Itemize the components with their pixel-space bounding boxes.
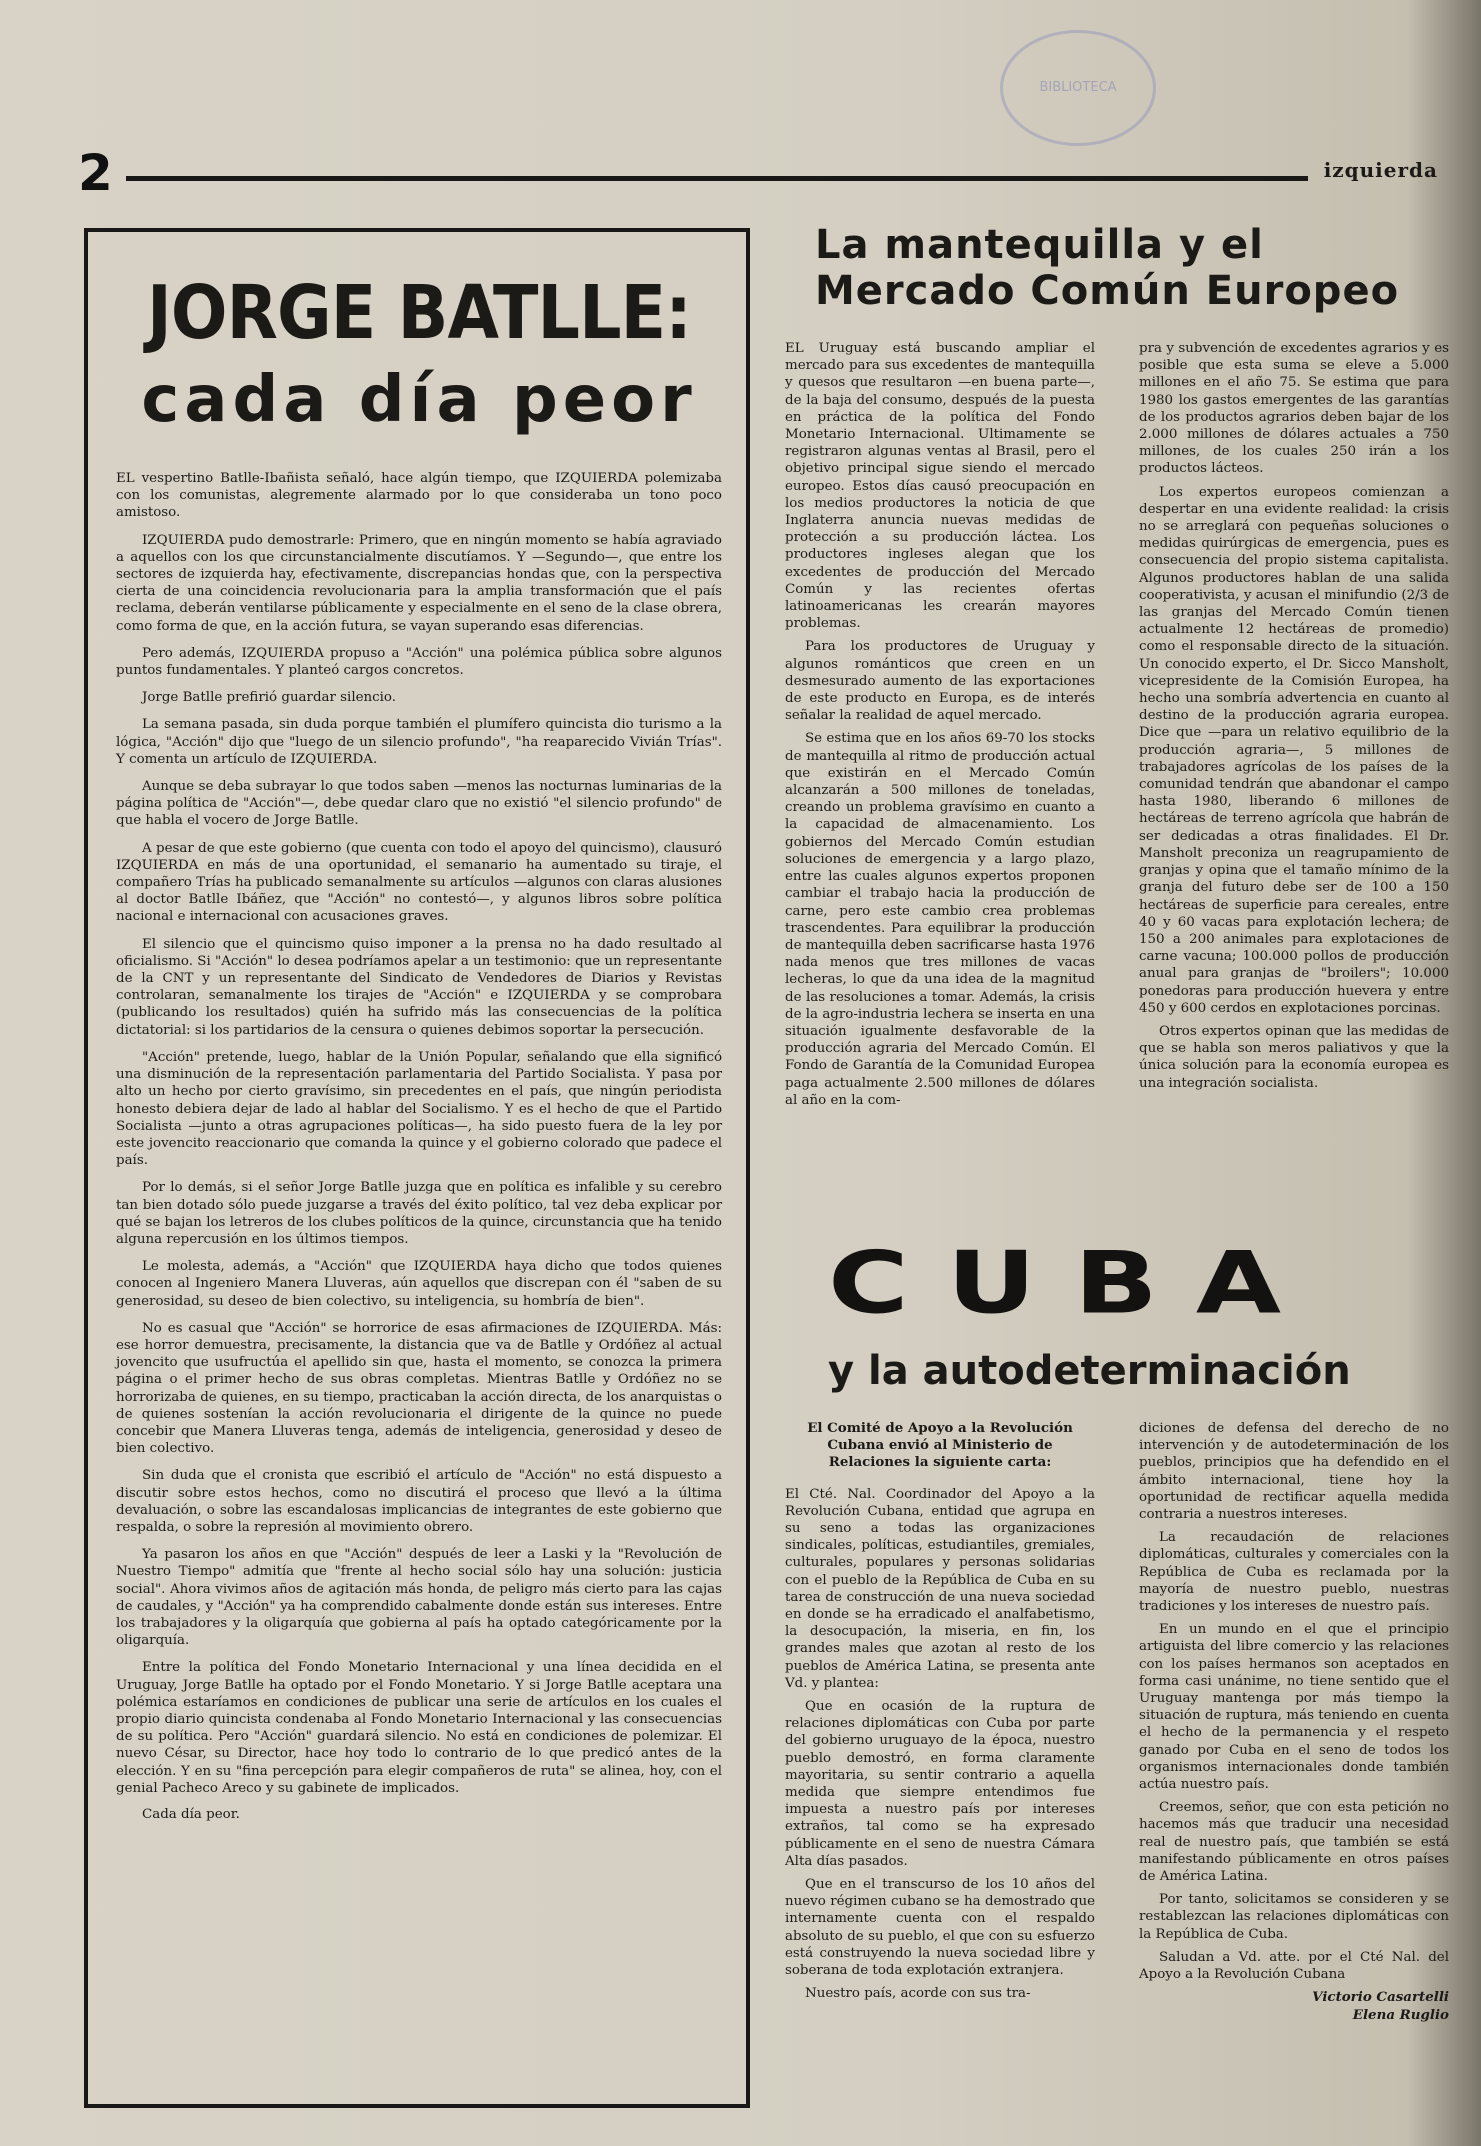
page-number: 2 [78,144,113,202]
batlle-article-box [84,228,750,2108]
batlle-headline: JORGE BATLLE: [147,270,691,356]
batlle-paragraph: No es casual que "Acción" se horrorice de esas afirmaciones de IZQUIERDA. Más: ese horror demuestra, precisamente, la distancia que va de Batlle y Ordóñez al actual jovencito que usufructúa el apellido sin que, hasta el momento, se conozca la primera página o el primer hecho de sus obras completas. Mientras Batlle y Ordóñez no se horrorizaba de quienes, en su tiempo, practicaban la acción directa, de los anarquistas o de quienes sostenían la acción revolucionaria el dirigente de la quince no puede concebir que Manera Lluveras tenga, además de inteligencia, generosidad y deseo de bien colectivo. [116,1320,722,1457]
batlle-paragraph: Entre la política del Fondo Monetario Internacional y una línea decidida en el Uruguay, Jorge Batlle ha optado por el Fondo Monetario. Y si Jorge Batlle aceptara una polémica estaríamos en condiciones de publicar una serie de artículos en los cuales el propio diario quincista condenaba al Fondo Monetario Internacional y las consecuencias de su política. Pero "Acción" guardará silencio. No está en condiciones de polemizar. El nuevo César, su Director, hace hoy todo lo contrario de lo que predicó antes de la elección. Y en su "fina percepción para elegir compañeros de ruta" se alinea, hoy, con el genial Pacheco Areco y su gabinete de implicados. [116,1660,722,1796]
mantequilla-paragraph: pra y subvención de excedentes agrarios y es posible que esta suma se eleve a 5.000 millones en el año 75. Se estima que para 1980 los gastos emergentes de las garantías de los productos agrarios deben bajar de los 2.000 millones de dólares actuales a 750 millones, de los cuales 250 irán a los productos lácteos. [1139,341,1449,477]
signature-name: Elena Ruglio [1352,2006,1449,2023]
mantequilla-headline-line2: Mercado Común Europeo [815,268,1400,314]
mantequilla-paragraph: Otros expertos opinan que las medidas de que se habla son meros paliativos y que la única solución para la economía europea es una integración socialista. [1139,1023,1449,1091]
batlle-paragraph: Por lo demás, si el señor Jorge Batlle juzga que en política es infalible y su cerebro tan bien dotado sólo puede juzgarse a través del éxito político, tal vez deba explicar por qué se bajan los letreros de los clubes políticos de la quince, circunstancia que ha tenido alguna repercusión en los últimos tiempos. [116,1180,722,1247]
mantequilla-column-left [785,340,1095,1115]
batlle-paragraph: EL vespertino Batlle-Ibañista señaló, hace algún tiempo, que IZQUIERDA polemizaba con los comunistas, alegremente alarmado por lo que consideraba un tono poco amistoso. [116,471,722,521]
publication-name: izquierda [1323,158,1438,182]
mantequilla-paragraph: Se estima que en los años 69-70 los stocks de mantequilla al ritmo de producción actual que existirán en el Mercado Común alcanzarán a 500 millones de toneladas, creando un problema gravísimo en cuanto a la capacidad de almacenamiento. Los gobiernos del Mercado Común estudian soluciones de emergencia y a largo plazo, entre las cuales algunos expertos proponen cambiar el trabajo hacia la producción de carne, pero este cambio crea problemas trascendentes. Para equilibrar la producción de mantequilla deben sacrificarse hasta 1976 nada menos que tres millones de vacas lecheras, lo que da una idea de la magnitud de las resoluciones a tomar. Además, la crisis de la agro-industria lechera se inserta en una situación igualmente desfavorable de la producción agraria del Mercado Común. El Fondo de Garantía de la Comunidad Europea paga actualmente 2.500 millones de dólares al año en la com- [785,731,1095,1108]
batlle-body [116,470,722,1797]
cuba-headline: CUBA [828,1232,1320,1333]
batlle-paragraph: A pesar de que este gobierno (que cuenta con todo el apoyo del quincismo), clausuró IZQUIERDA en más de una oportunidad, el semanario ha aumentado su tiraje, el compañero Trías ha publicado semanalmente su artículos —algunos con claras alusiones al doctor Batlle Ibáñez, que "Acción" no contestó—, y algunos libros sobre política nacional e internacional con acusaciones graves. [116,840,722,925]
cuba-signatures [1139,1989,1449,2023]
batlle-paragraph: El silencio que el quincismo quiso imponer a la prensa no ha dado resultado al oficialismo. Si "Acción" lo desea podríamos apelar a un testimonio: que un representante de la CNT y un representante del Sindicato de Vendedores de Diarios y Revistas controlaran, semanalmente los tirajes de "Acción" e IZQUIERDA y se comprobara (publicando los resultados) quién ha sufrido más las consecuencias de la política dictatorial: si los partidarios de la censura o quienes debimos soportar la persecución. [116,936,722,1038]
batlle-paragraph: "Acción" pretende, luego, hablar de la Unión Popular, señalando que ella significó una disminución de la representación parlamentaria del Partido Socialista. Y pasa por alto un hecho por cierto gravísimo, sin precedentes en el país, que ningún periodista honesto debiera dejar de lado al hablar del Socialismo. Y es el hecho de que el Partido Socialista —junto a otras agrupaciones políticas—, ha sido puesto fuera de la ley por este jovencito reaccionario que comanda la quince y el gobierno colorado que padece el país. [116,1049,722,1169]
cuba-paragraph: Saludan a Vd. atte. por el Cté Nal. del Apoyo a la Revolución Cubana [1139,1949,1449,1983]
cuba-subheadline: y la autodeterminación [828,1348,1351,1394]
batlle-paragraph: La semana pasada, sin duda porque también el plumífero quincista dio turismo a la lógica, "Acción" dijo que "luego de un silencio profundo", "ha reaparecido Vivián Trías". Y comenta un artículo de IZQUIERDA. [116,717,722,767]
cuba-column-right [1139,1420,1449,2024]
batlle-subheadline: cada día peor [141,363,697,437]
cuba-paragraph: Que en el transcurso de los 10 años del nuevo régimen cubano se ha demostrado que internamente cuenta con el respaldo absoluto de su pueblo, el que con su esfuerzo está construyendo la nueva sociedad libre y soberana de toda explotación extranjera. [785,1877,1095,1979]
batlle-paragraph: Jorge Batlle prefirió guardar silencio. [142,690,397,706]
mantequilla-headline-line1: La mantequilla y el [815,222,1264,268]
library-stamp: BIBLIOTECA [1000,30,1156,146]
batlle-paragraph: Pero además, IZQUIERDA propuso a "Acción" una polémica pública sobre algunos puntos fundamentales. Y planteó cargos concretos. [116,645,722,679]
mantequilla-article [785,222,1449,1108]
batlle-paragraph: Ya pasaron los años en que "Acción" después de leer a Laski y la "Revolución de Nuestro Tiempo" admitía que "frente al hecho social sólo hay una solución: justicia social". Ahora vivimos años de agitación más honda, de peligro más cierto para las cajas de caudales, y "Acción" ya ha comprendido cabalmente donde están sus intereses. Entre los trabajadores y la oligarquía que gobierna al país ha optado categóricamente por la oligarquía. [116,1547,722,1649]
cuba-paragraph: La recaudación de relaciones diplomáticas, culturales y comerciales con la República de Cuba es reclamada por la mayoría de nuestro pueblo, nuestras tradiciones y los intereses de nuestro país. [1139,1530,1449,1615]
page-header [78,144,1438,202]
batlle-paragraph: Le molesta, además, a "Acción" que IZQUIERDA haya dicho que todos quienes conocen al Ingeniero Manera Lluveras, aún aquellos que discrepan con él "saben de su generosidad, su deseo de bien colectivo, su inteligencia, su hombría de bien". [116,1259,722,1309]
cuba-intro: El Comité de Apoyo a la Revolución Cubana envió al Ministerio de Relaciones la siguiente carta: [807,1420,1073,1471]
signature-name: Victorio Casartelli [1312,1989,1449,2006]
batlle-closing: Cada día peor. [142,1807,240,1823]
cuba-paragraph: Creemos, señor, que con esta petición no hacemos más que traducir una necesidad real de nuestro país, que también se está manifestando públicamente en otros países de América Latina. [1139,1800,1449,1885]
mantequilla-paragraph: Para los productores de Uruguay y algunos románticos que creen en un desmesurado aumento de las exportaciones de este producto en Europa, es de interés señalar la realidad de aquel mercado. [785,639,1095,724]
cuba-paragraph: Nuestro país, acorde con sus tra- [805,1986,1031,2002]
mantequilla-paragraph: EL Uruguay está buscando ampliar el mercado para sus excedentes de mantequilla y quesos que resultaron —en buena parte—, de la baja del consumo, después de la puesta en práctica de la política del Fondo Monetario Internacional. Ultimamente se registraron algunas ventas al Brasil, pero el objetivo principal sigue siendo el mercado europeo. Estos días causó preocupación en los medios productores la noticia de que Inglaterra anuncia nuevas medidas de protección a su producción láctea. Los productores ingleses alegan que los excedentes de producción del Mercado Común y las recientes ofertas latinoamericanas les crearán mayores problemas. [785,341,1095,632]
batlle-paragraph: Aunque se deba subrayar lo que todos saben —menos las nocturnas luminarias de la página política de "Acción"—, debe quedar claro que no existió "el silencio profundo" de que habla el vocero de Jorge Batlle. [116,779,722,829]
cuba-paragraph: Por tanto, solicitamos se consideren y se restablezcan las relaciones diplomáticas con la República de Cuba. [1139,1892,1449,1942]
batlle-paragraph: IZQUIERDA pudo demostrarle: Primero, que en ningún momento se había agraviado a aquellos con los que circunstancialmente discutíamos. Y —Segundo—, que entre los sectores de izquierda hay, efectivamente, discrepancias hondas que, con la perspectiva cierta de una coincidencia revolucionaria para la amplia transformación que el país reclama, deberán ventilarse públicamente y especialmente en el seno de la clase obrera, como forma de que, en la acción futura, se vayan superando esas diferencias. [116,532,722,634]
cuba-article [820,1232,1440,1394]
mantequilla-column-right [1139,340,1449,1098]
batlle-paragraph: Sin duda que el cronista que escribió el artículo de "Acción" no está dispuesto a discutir sobre estos hechos, como no discutirá el proceso que llevó a la última devaluación, o sobre las escandalosas implicancias de integrantes de este gobierno que respalda, o sobre la represión al movimiento obrero. [116,1468,722,1535]
header-rule [126,176,1308,181]
cuba-paragraph: El Cté. Nal. Coordinador del Apoyo a la Revolución Cubana, entidad que agrupa en su seno a todas las organizaciones sindicales, políticas, estudiantiles, gremiales, culturales, populares y personas solidarias con el pueblo de la República de Cuba en su tarea de construcción de una nueva sociedad en donde se ha erradicado el analfabetismo, la desocupación, la miseria, en fin, los grandes males que azotan al resto de los pueblos de América Latina, se presenta ante Vd. y plantea: [785,1486,1095,1691]
mantequilla-paragraph: Los expertos europeos comienzan a despertar en una evidente realidad: la crisis no se arreglará con pequeñas soluciones o medidas quirúrgicas de emergencia, pues es consecuencia del propio sistema capitalista. Algunos productores hablan de una salida cooperativista, y acusan el minifundio (2/3 de las granjas del Mercado Común tienen actualmente 12 hectáreas de promedio) como el responsable directo de la situación. Un conocido experto, el Dr. Sicco Mansholt, vicepresidente de la Comisión Europea, ha hecho una sombría advertencia en cuanto al destino de la producción agraria europea. Dice que —para un relativo equilibrio de la producción agraria—, 5 millones de trabajadores agrícolas de los países de la comunidad tendrán que abandonar el campo hasta 1980, liberando 6 millones de hectáreas de terreno agrícola que habrán de ser dedicadas a otras finalidades. El Dr. Mansholt preconiza un reagrupamiento de granjas y opina que el tamaño mínimo de la granja del futuro debe ser de 100 a 150 hectáreas de superficie para cereales, entre 40 y 60 vacas para explotación lechera; de 150 a 200 animales para explotaciones de carne vacuna; 100.000 pollos de producción anual para granjas de "broilers"; 10.000 ponedoras para producción huevera y entre 450 y 600 cerdos en explotaciones porcinas. [1139,484,1449,1016]
cuba-paragraph: Que en ocasión de la ruptura de relaciones diplomáticas con Cuba por parte del gobierno uruguayo de la época, nuestro pueblo demostró, en forma claramente mayoritaria, su sentir contrario a aquella medida que siempre entendimos fue impuesta a nuestro país por intereses extraños, tal como se ha expresado públicamente en el seno de nuestra Cámara Alta días pasados. [785,1699,1095,1869]
cuba-paragraph: diciones de defensa del derecho de no intervención y de autodeterminación de los pueblos, principios que ha defendido en el ámbito internacional, tiene hoy la oportunidad de rectificar aquella medida contraria a nuestros intereses. [1139,1421,1449,1523]
cuba-column-left [785,1420,1095,2009]
cuba-paragraph: En un mundo en el que el principio artiguista del libre comercio y las relaciones con los países hermanos son aceptados en forma casi unánime, no tiene sentido que el Uruguay mantenga por más tiempo la situación de ruptura, más teniendo en cuenta el hecho de la permanencia y el respeto ganado por Cuba en el seno de todos los organismos internacionales donde también actúa nuestro país. [1139,1622,1449,1793]
